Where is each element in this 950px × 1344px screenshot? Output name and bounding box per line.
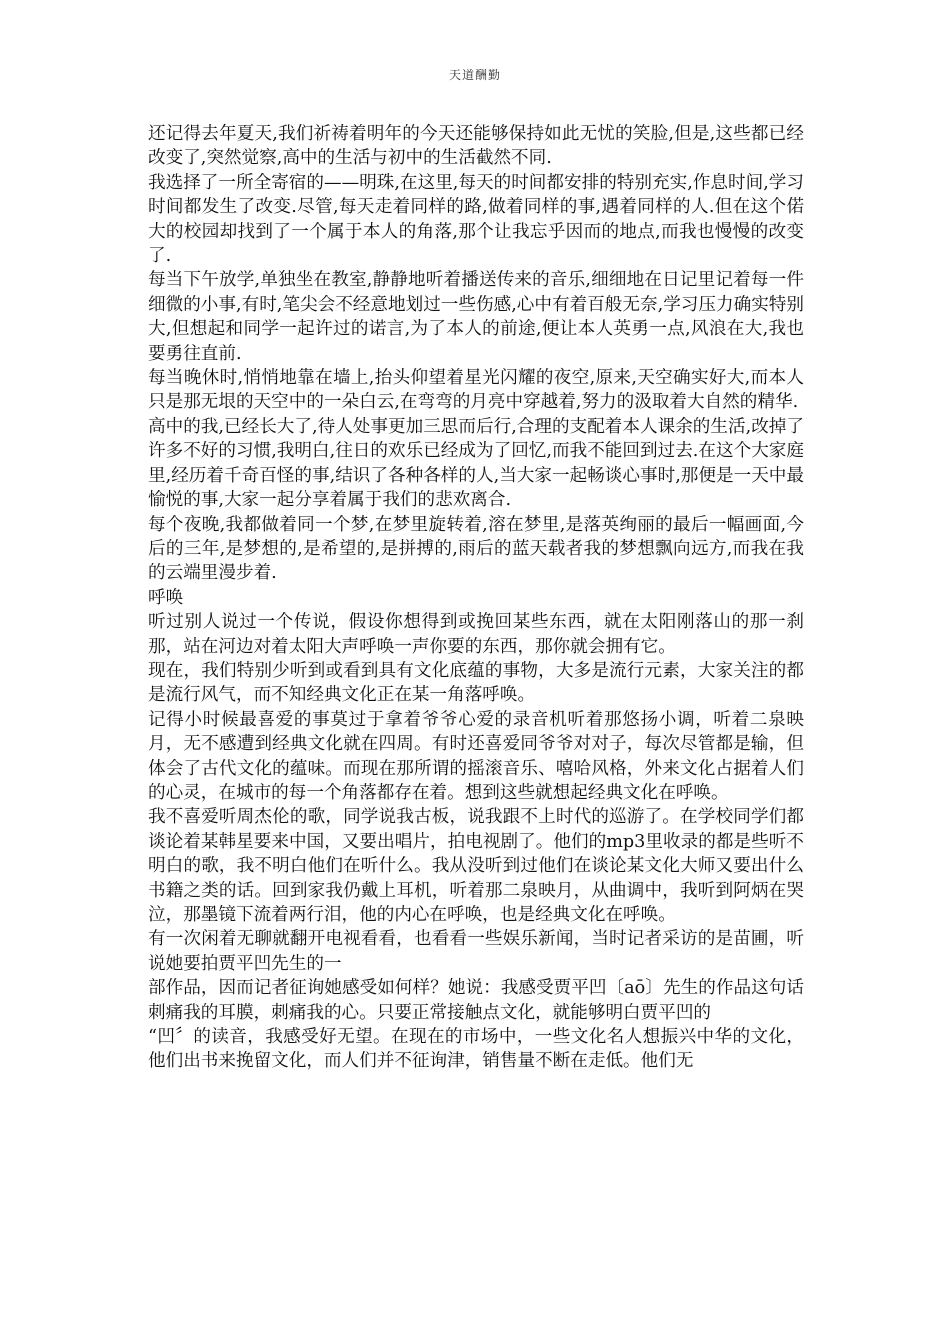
paragraph: 有一次闲着无聊就翻开电视看看，也看看一些娱乐新闻，当时记者采访的是苗圃，听说她要拍贾平凹先生的一 [148, 929, 804, 974]
paragraph: 每个夜晚,我都做着同一个梦,在梦里旋转着,溶在梦里,是落英绚丽的最后一幅画面,今后的三年,是梦想的,是希望的,是拼搏的,雨后的蓝天载者我的梦想飘向远方,而我在我的云端里漫步着. [148, 514, 804, 584]
paragraph: “凹〞的读音，我感受好无望。在现在的市场中，一些文化名人想振兴中华的文化，他们出书来挽留文化，而人们并不征询津，销售量不断在走低。他们无 [148, 1027, 804, 1072]
paragraph: 每当下午放学,单独坐在教室,静静地听着播送传来的音乐,细细地在日记里记着每一件细微的小事,有时,笔尖会不经意地划过一些伤感,心中有着百般无奈,学习压力确实特别大,但想起和同学一起许过的诺言,为了本人的前途,便让本人英勇一点,风浪在大,我也要勇往直前. [148, 270, 804, 364]
paragraph: 记得小时候最喜爱的事莫过于拿着爷爷心爱的录音机听着那悠扬小调，听着二泉映月，无不感遭到经典文化就在四周。有时还喜爱同爷爷对对子，每次尽管都是输，但体会了古代文化的蕴味。而现在那所谓的摇滚音乐、嘻哈风格，外来文化占据着人们的心灵，在城市的每一个角落都存在着。想到这些就想起经典文化在呼唤。 [148, 709, 804, 803]
paragraph: 现在，我们特别少听到或看到具有文化底蕴的事物，大多是流行元素，大家关注的都是流行风气，而不知经典文化正在某一角落呼唤。 [148, 660, 804, 706]
page-header: 天道酬勤 [448, 68, 501, 82]
paragraph: 我不喜爱听周杰伦的歌，同学说我古板，说我跟不上时代的巡游了。在学校同学们都谈论着某韩星要来中国，又要出唱片，拍电视剧了。他们的mp3里收录的都是些听不明白的歌，我不明白他们在听什么。我从没听到过他们在谈论某文化大师又要出什么书籍之类的话。回到家我仍戴上耳机，听着那二泉映月，从曲调中，我听到阿炳在哭泣，那墨镜下流着两行泪，他的内心在呼唤，也是经典文化在呼唤。 [148, 807, 804, 925]
document-body [148, 122, 804, 1074]
paragraph: 听过别人说过一个传说，假设你想得到或挽回某些东西，就在太阳刚落山的那一刹那，站在河边对着太阳大声呼唤一声你要的东西，那你就会拥有它。 [148, 612, 804, 657]
section-heading: 呼唤 [148, 587, 184, 608]
paragraph: 每当晚休时,悄悄地靠在墙上,抬头仰望着星光闪耀的夜空,原来,天空确实好大,而本人只是那无垠的天空中的一朵白云,在弯弯的月亮中穿越着,努力的汲取着大自然的精华. [148, 368, 804, 413]
paragraph: 高中的我,已经长大了,待人处事更加三思而后行,合理的支配着本人课余的生活,改掉了许多不好的习惯,我明白,往日的欢乐已经成为了回忆,而我不能回到过去.在这个大家庭里,经历着千奇百怪的事,结识了各种各样的人,当大家一起畅谈心事时,那便是一天中最愉悦的事,大家一起分享着属于我们的悲欢离合. [148, 416, 804, 511]
paragraph: 我选择了一所全寄宿的——明珠,在这里,每天的时间都安排的特别充实,作息时间,学习时间都发生了改变.尽管,每天走着同样的路,做着同样的事,遇着同样的人.但在这个偌大的校园却找到了一个属于本人的角落,那个让我忘乎因而的地点,而我也慢慢的改变了. [148, 172, 804, 267]
paragraph: 部作品，因而记者征询她感受如何样？她说：我感受贾平凹〔aō〕先生的作品这句话刺痛我的耳膜，刺痛我的心。只要正常接触点文化，就能够明白贾平凹的 [148, 978, 804, 1023]
paragraph: 还记得去年夏天,我们祈祷着明年的今天还能够保持如此无忧的笑脸,但是,这些都已经改变了,突然觉察,高中的生活与初中的生活截然不同. [148, 124, 804, 169]
